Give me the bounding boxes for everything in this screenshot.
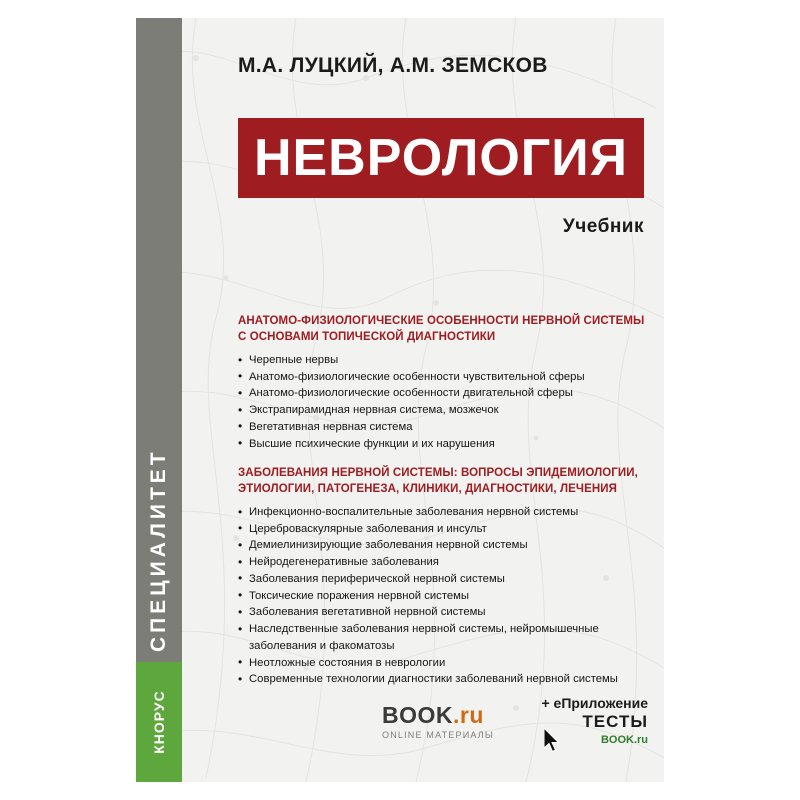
book-ru-tagline: ONLINE МАТЕРИАЛЫ <box>382 730 495 740</box>
section-list <box>238 352 648 452</box>
publisher-band <box>136 662 182 782</box>
list-item: • Черепные нервы <box>238 352 648 369</box>
list-item: • Заболевания периферической нервной системы <box>238 571 648 588</box>
list-item: • Цереброваскулярные заболевания и инсульт <box>238 521 648 538</box>
e-appendix-badge <box>541 695 648 746</box>
list-item: • Нейродегенеративные заболевания <box>238 554 648 571</box>
spine-label: СПЕЦИАЛИТЕТ <box>147 448 170 652</box>
authors: М.А. ЛУЦКИЙ, А.М. ЗЕМСКОВ <box>238 54 548 77</box>
book-ru-logo <box>382 702 494 740</box>
list-item: • Экстрапирамидная нервная система, мозжечок <box>238 402 648 419</box>
e-appendix-line2: ТЕСТЫ <box>582 712 648 731</box>
list-item: • Анатомо-физиологические особенности двигательной сферы <box>238 385 648 402</box>
section-heading: АНАТОМО-ФИЗИОЛОГИЧЕСКИЕ ОСОБЕННОСТИ НЕРВНОЙ СИСТЕМЫ С ОСНОВАМИ ТОПИЧЕСКОЙ ДИАГНОСТИКИ <box>238 315 645 343</box>
list-item: • Инфекционно-воспалительные заболевания нервной системы <box>238 504 648 521</box>
list-item: • Вегетативная нервная система <box>238 419 648 436</box>
subtitle: Учебник <box>562 216 644 237</box>
section-heading: ЗАБОЛЕВАНИЯ НЕРВНОЙ СИСТЕМЫ: ВОПРОСЫ ЭПИДЕМИОЛОГИИ, ЭТИОЛОГИИ, ПАТОГЕНЕЗА, КЛИНИКИ, ДИАГНОСТИКИ, ЛЕЧЕНИЯ <box>238 467 638 495</box>
list-item: • Современные технологии диагностики заболеваний нервной системы <box>238 671 648 688</box>
list-item: • Наследственные заболевания нервной системы, нейромышечные заболевания и факоматозы <box>238 621 648 654</box>
book-ru-word: BOOK <box>382 702 453 728</box>
e-appendix-line1: + еПриложение <box>541 695 648 711</box>
book-ru-domain: .ru <box>453 702 484 728</box>
book-ru-name <box>382 702 494 729</box>
list-item: • Демиелинизирующие заболевания нервной системы <box>238 537 648 554</box>
page-title: НЕВРОЛОГИЯ <box>253 129 629 187</box>
section-list <box>238 504 648 688</box>
section-diseases <box>238 466 648 688</box>
publisher-label: КНОРУС <box>151 690 167 754</box>
list-item: • Высшие психические функции и их нарушения <box>238 436 648 453</box>
list-item: • Неотложные состояния в неврологии <box>238 655 648 672</box>
section-anatomy <box>238 314 648 452</box>
list-item: • Анатомо-физиологические особенности чувствительной сферы <box>238 369 648 386</box>
list-item: • Заболевания вегетативной нервной системы <box>238 604 648 621</box>
publisher-text-wrapper <box>136 662 182 782</box>
cover-content <box>182 18 664 782</box>
list-item: • Токсические поражения нервной системы <box>238 588 648 605</box>
e-appendix-line3: BOOK.ru <box>600 734 648 746</box>
title-band <box>238 118 644 198</box>
book-front-panel <box>136 18 664 782</box>
